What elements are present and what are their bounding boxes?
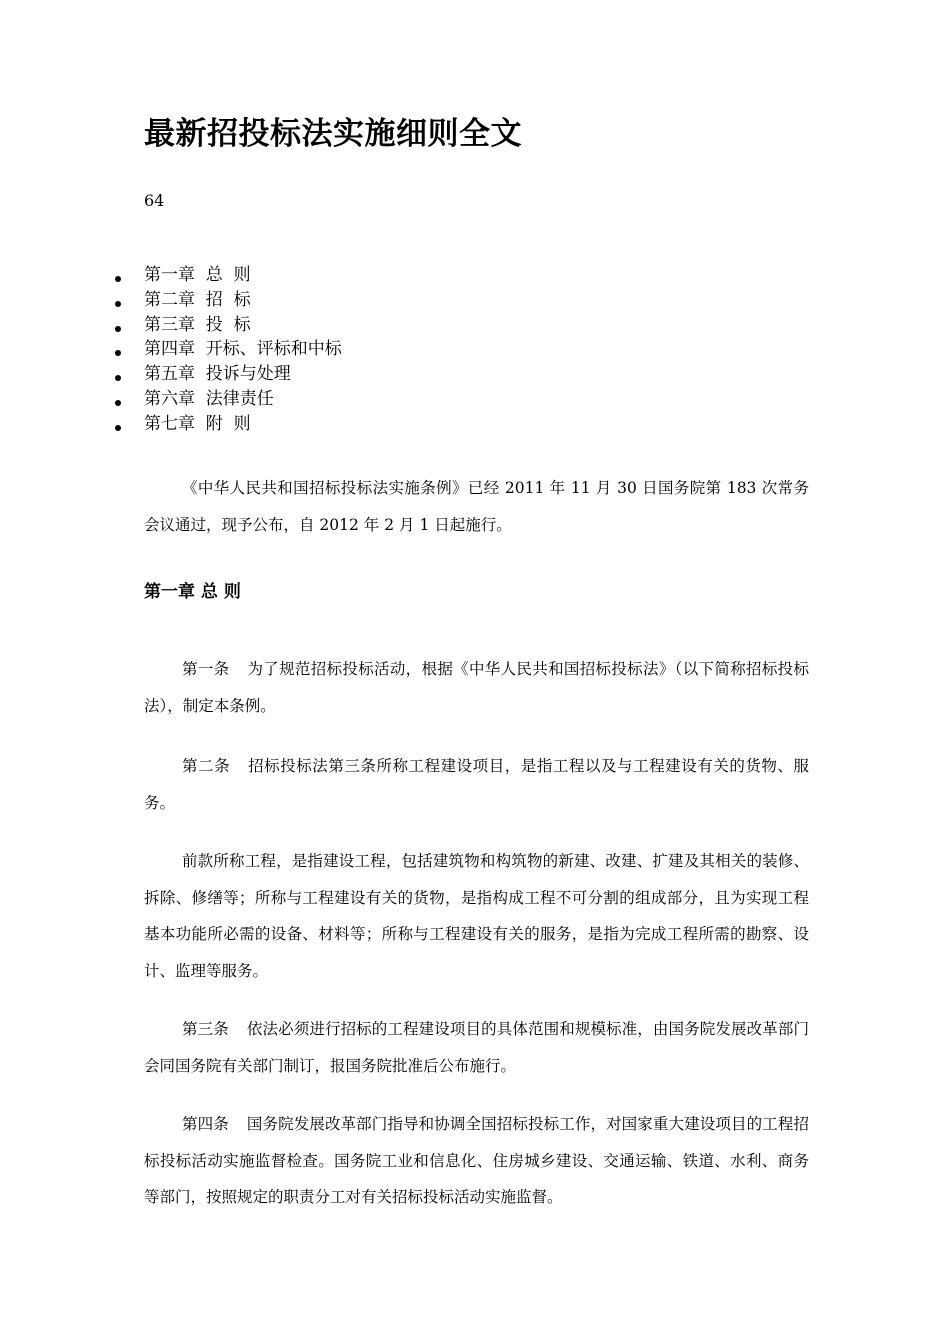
article-4 [144,1106,809,1216]
bullet-icon [115,276,121,282]
toc-item-label: 第一章 总 则 [144,265,251,285]
bullet-icon [115,326,121,332]
toc-item-label: 第六章 法律责任 [144,388,274,409]
toc-item[interactable] [0,387,342,412]
toc-item[interactable] [0,313,342,338]
toc-item-label: 第二章 招 标 [144,289,251,310]
toc-item-label: 第七章 附 则 [144,413,251,434]
document-title: 最新招投标法实施细则全文 [144,116,522,152]
article-label: 第二条 [182,757,231,775]
intro-paragraph: 《中华人民共和国招标投标法实施条例》已经 2011 年 11 月 30 日国务院第 183 次常务会议通过，现予公布，自 2012 年 2 月 1 日起施行。 [144,479,809,534]
article-text: 招标投标法第三条所称工程建设项目，是指工程以及与工程建设有关的货物、服务。 [144,757,809,812]
article-2 [144,748,809,821]
table-of-contents [0,263,342,437]
article-label: 第四条 [182,1115,229,1133]
toc-item[interactable] [0,362,342,387]
toc-item[interactable] [0,337,342,362]
article-3 [144,1011,809,1084]
toc-item-label: 第三章 投 标 [144,314,251,335]
article-text: 国务院发展改革部门指导和协调全国招标投标工作，对国家重大建设项目的工程招标投标活动实施监督检查。国务院工业和信息化、住房城乡建设、交通运输、铁道、水利、商务等部门，按照规定的职责分工对有关招标投标活动实施监督。 [144,1115,809,1206]
bullet-icon [115,350,121,356]
toc-item[interactable] [0,288,342,313]
article-label: 第三条 [182,1020,229,1038]
article-text: 为了规范招标投标活动，根据《中华人民共和国招标投标法》（以下简称招标投标法），制定本条例。 [144,660,809,715]
article-text: 依法必须进行招标的工程建设项目的具体范围和规模标准，由国务院发展改革部门会同国务院有关部门制订，报国务院批准后公布施行。 [144,1020,809,1075]
chapter-heading: 第一章 总 则 [144,582,241,602]
article-label: 第一条 [182,660,230,678]
bullet-icon [115,400,121,406]
article-2-paragraph-2: 前款所称工程，是指建设工程，包括建筑物和构筑物的新建、改建、扩建及其相关的装修、拆除、修缮等；所称与工程建设有关的货物，是指构成工程不可分割的组成部分，且为实现工程基本功能所必需的设备、材料等；所称与工程建设有关的服务，是指为完成工程所需的勘察、设计、监理等服务。 [144,852,809,980]
toc-item-label: 第四章 开标、评标和中标 [144,339,342,360]
article-1 [144,651,809,724]
bullet-icon [115,425,121,431]
bullet-icon [115,375,121,381]
toc-item[interactable] [0,412,342,437]
bullet-icon [115,301,121,307]
toc-item-label: 第五章 投诉与处理 [144,364,291,385]
document-number: 64 [144,191,165,210]
toc-item[interactable] [0,263,342,288]
